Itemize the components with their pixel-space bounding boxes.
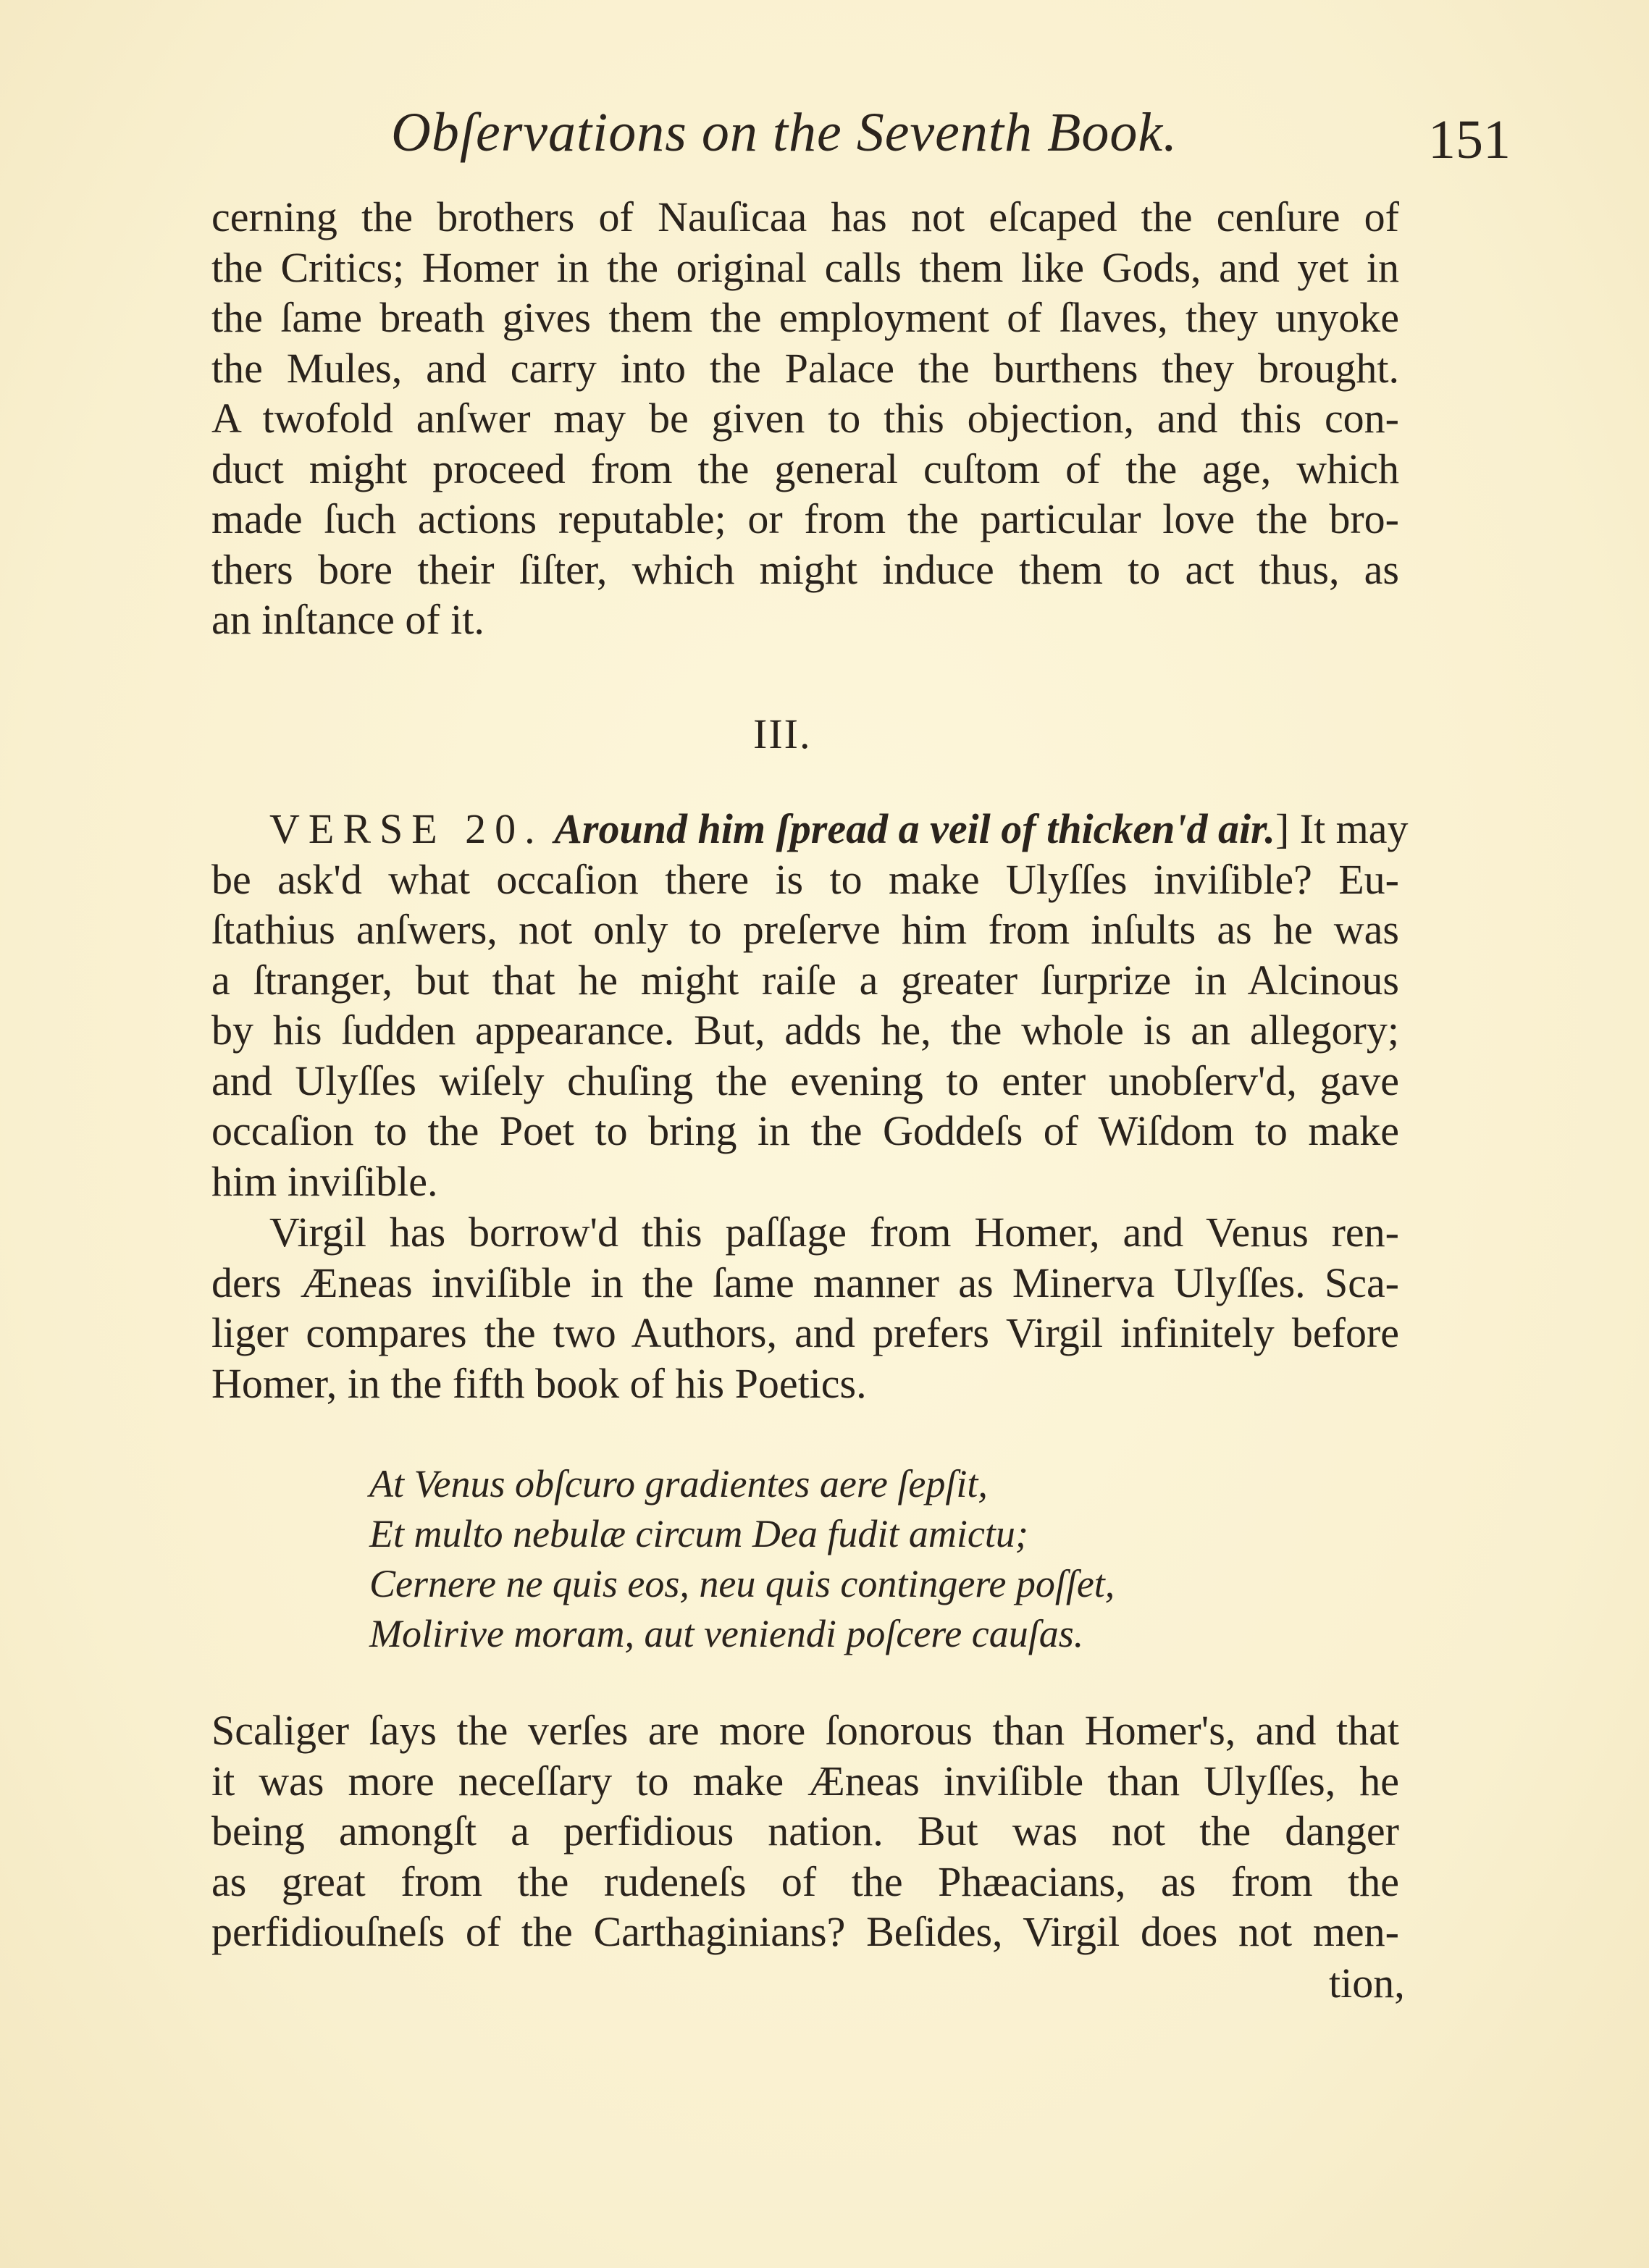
text-line: it was more neceſſary to make Æneas inviſible than Ulyſſes, he [211,1757,1399,1805]
paragraph-virgil [211,1207,1399,1408]
text-line: by his ſudden appearance. But, adds he, the whole is an allegory; [211,1007,1399,1054]
text-line: him inviſible. [211,1157,438,1205]
text-line: Scaliger ſays the verſes are more ſonorous than Homer's, and that [211,1707,1399,1754]
running-head: Obſervations on the Seventh Book. [391,102,1178,163]
text-line: A twofold anſwer may be given to this objection, and this con- [211,395,1399,442]
verse-label: VERSE 20. [269,805,544,852]
text-line: made ſuch actions reputable; or from the particular love the bro- [211,495,1399,542]
text-line: duct might proceed from the general cuſtom of the age, which [211,445,1399,492]
quote-line: Molirive moram, aut veniendi poſcere cauſas. [369,1612,1084,1655]
text-line: Virgil has borrow'd this paſſage from Homer, and Venus ren- [269,1209,1399,1256]
text-line: being amongſt a perfidious nation. But was not the danger [211,1807,1399,1855]
latin-quotation [369,1459,1115,1659]
text-line: thers bore their ſiſter, which might induce them to act thus, as [211,545,1399,593]
text-line: ſtathius anſwers, not only to preſerve him from inſults as he was [211,906,1399,953]
section-number: III. [753,710,812,757]
text-line: liger compares the two Authors, and prefers Virgil infinitely before [211,1309,1399,1356]
text-line: Homer, in the fifth book of his Poetics. [211,1359,867,1407]
text-line: be ask'd what occaſion there is to make Ulyſſes inviſible? Eu- [211,855,1399,903]
catchword: tion, [1329,1960,1405,2007]
text-line: an inſtance of it. [211,596,484,643]
paragraph-verse-20 [211,804,1409,1206]
verse-first-line [211,804,1409,854]
text-fragment: ] It may [1275,805,1409,852]
text-line: as great from the rudeneſs of the Phæacians, as from the [211,1857,1399,1905]
text-line: occaſion to the Poet to bring in the Goddeſs of Wiſdom to make [211,1107,1399,1154]
text-line: ders Æneas inviſible in the ſame manner as Minerva Ulyſſes. Sca- [211,1259,1399,1306]
text-line: perfidiouſneſs of the Carthaginians? Beſides, Virgil does not men- [211,1908,1399,1955]
quote-line: At Venus obſcuro gradientes aere ſepſit, [369,1462,988,1505]
text-line: the Critics; Homer in the original calls them like Gods, and yet in [211,243,1399,291]
text-line: cerning the brothers of Nauſicaa has not eſcaped the cenſure of [211,193,1399,240]
paragraph-continuation [211,192,1399,645]
text-line: the Mules, and carry into the Palace the burthens they brought. [211,344,1399,392]
quote-line: Cernere ne quis eos, neu quis contingere poſſet, [369,1562,1115,1605]
text-line: and Ulyſſes wiſely chuſing the evening to enter unobſerv'd, gave [211,1057,1399,1104]
paragraph-scaliger [211,1705,1399,1957]
verse-lemma: Around him ſpread a veil of thicken'd air. [554,805,1275,852]
text-line: the ſame breath gives them the employment of ſlaves, they unyoke [211,294,1399,341]
quote-line: Et multo nebulæ circum Dea fudit amictu; [369,1512,1028,1555]
text-line: a ſtranger, but that he might raiſe a greater ſurprize in Alcinous [211,956,1399,1004]
page-number: 151 [1428,109,1511,170]
